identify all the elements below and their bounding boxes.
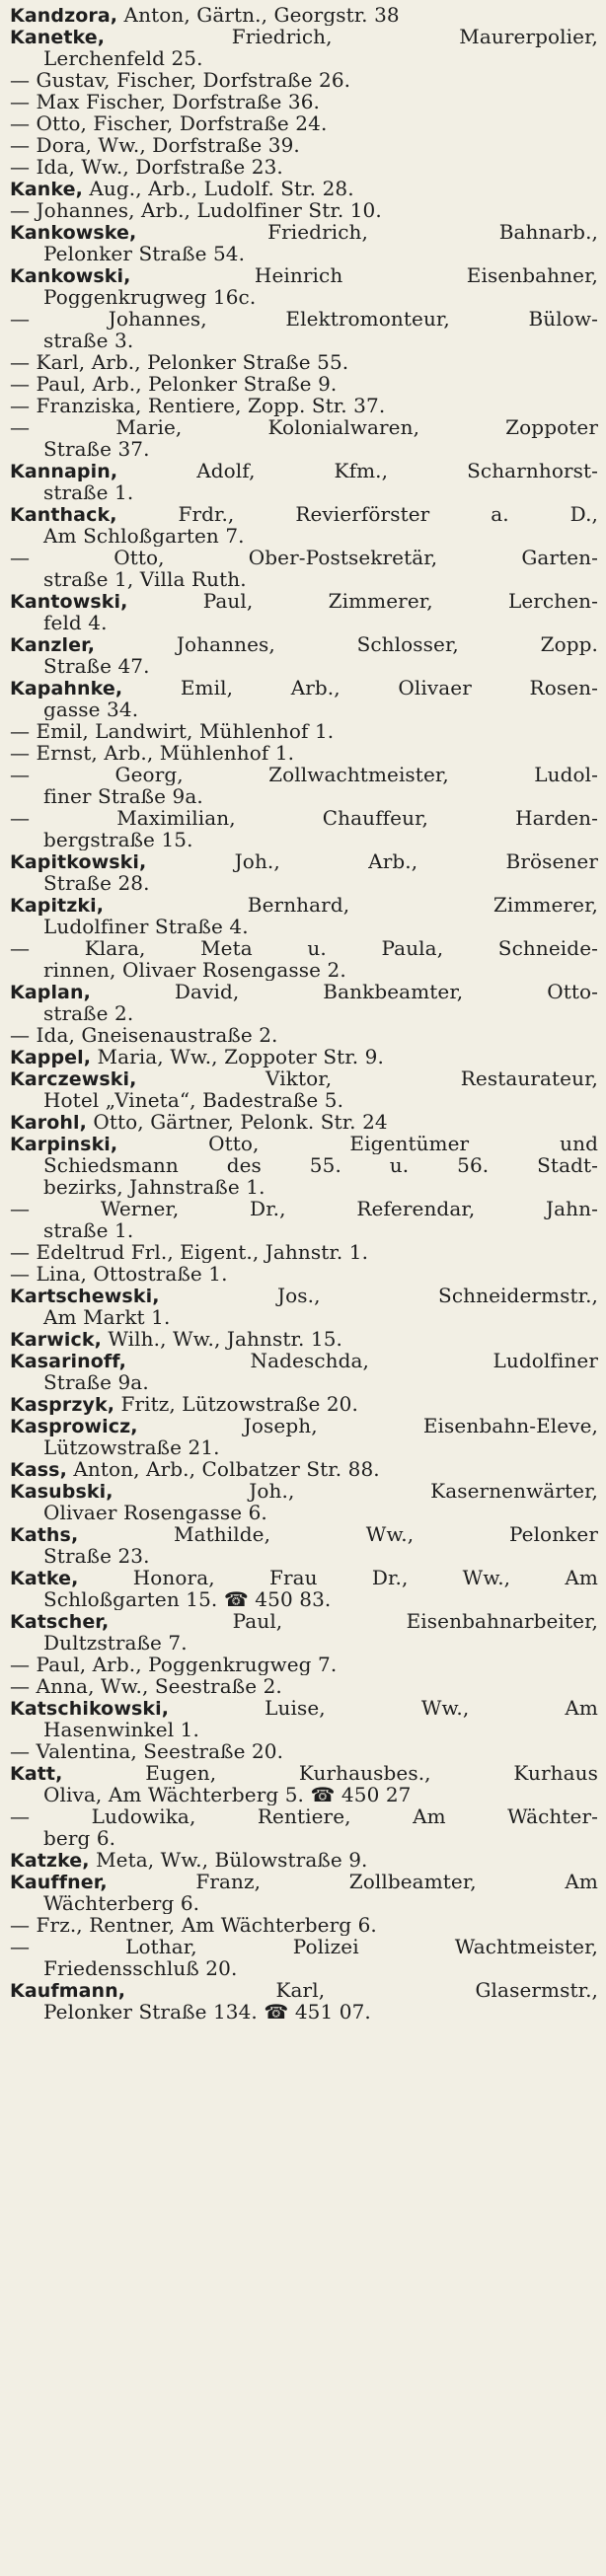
entry-details: — Emil, Landwirt, Mühlenhof 1. (10, 720, 335, 742)
entry-details: Otto, Gärtner, Pelonk. Str. 24 (86, 1111, 388, 1133)
entry-first-line (10, 1567, 598, 1588)
entry-details: — Paul, Arb., Pelonker Straße 9. (10, 373, 338, 395)
entry-details: — Johannes, Arb., Ludolfiner Str. 10. (10, 199, 382, 221)
entry-continuation-line: Am Schloßgarten 7. (43, 525, 245, 547)
entry-details: — Lina, Ottostraße 1. (10, 1263, 228, 1285)
entry-details: — Ida, Gneisenaustraße 2. (10, 1024, 278, 1046)
entry-details: Mathilde, Ww., Pelonker (78, 1523, 598, 1545)
entry-surname: Kandzora, (10, 5, 118, 26)
entry-continuation-line: Olivaer Rosengasse 6. (43, 1502, 267, 1523)
entry-first-line (10, 1871, 598, 1892)
directory-entry (10, 1458, 598, 1480)
directory-entry (10, 850, 598, 894)
entry-surname: Kaths, (10, 1524, 79, 1545)
directory-entry (10, 1979, 598, 2023)
entry-first-line (10, 1198, 598, 1219)
entry-continuation-line: Schiedsmann des 55. u. 56. Stadt- (43, 1154, 598, 1176)
entry-continuation-line: finer Straße 9a. (43, 785, 203, 807)
entry-details: Nadeschda, Ludolfiner (125, 1350, 598, 1371)
entry-details: Fritz, Lützowstraße 20. (114, 1393, 358, 1415)
entry-first-line (10, 742, 598, 764)
entry-continuation-line: Straße 9a. (43, 1371, 149, 1393)
entry-first-line (10, 1458, 598, 1480)
entry-first-line (10, 1393, 598, 1415)
entry-first-line (10, 633, 598, 655)
entry-details: Paul, Zimmerer, Lerchen- (127, 590, 598, 612)
directory-entry (10, 1241, 598, 1263)
directory-entry (10, 894, 598, 937)
entry-surname: Karohl, (10, 1112, 87, 1133)
directory-entry (10, 1610, 598, 1654)
entry-details: David, Bankbeamter, Otto- (90, 981, 598, 1002)
entry-surname: Kanke, (10, 179, 83, 199)
entry-first-line (10, 221, 598, 243)
directory-entry (10, 1263, 598, 1285)
entry-continuation-line: berg 6. (43, 1827, 116, 1849)
directory-entry (10, 1024, 598, 1046)
entry-details: Bernhard, Zimmerer, (104, 894, 598, 916)
directory-entry (10, 1849, 598, 1871)
entry-first-line (10, 1067, 598, 1089)
entry-first-line (10, 91, 598, 112)
entry-details: Otto, Eigentümer und (117, 1133, 598, 1154)
entry-surname: Karwick, (10, 1329, 102, 1350)
entry-continuation-line: bergstraße 15. (43, 829, 193, 850)
entry-details: Jos., Schneidermstr., (159, 1285, 598, 1306)
entry-first-line (10, 894, 598, 916)
entry-surname: Karczewski, (10, 1068, 137, 1089)
directory-entries (10, 4, 598, 2023)
entry-first-line (10, 590, 598, 612)
entry-details: Joh., Kasernenwärter, (113, 1480, 598, 1502)
entry-first-line (10, 1480, 598, 1502)
entry-first-line (10, 460, 598, 481)
entry-details: — Max Fischer, Dorfstraße 36. (10, 91, 321, 112)
directory-entry (10, 1111, 598, 1133)
entry-continuation-line: Lützowstraße 21. (43, 1436, 220, 1458)
entry-details: — Otto, Fischer, Dorfstraße 24. (10, 112, 328, 134)
directory-entry (10, 1350, 598, 1393)
directory-entry (10, 416, 598, 460)
entry-first-line (10, 4, 598, 26)
directory-entry (10, 1740, 598, 1762)
entry-surname: Kanetke, (10, 27, 106, 47)
directory-entry (10, 1067, 598, 1111)
directory-entry (10, 91, 598, 112)
entry-continuation-line: Am Markt 1. (43, 1306, 171, 1328)
entry-details: — Otto, Ober-Postsekretär, Garten- (10, 547, 598, 568)
directory-entry (10, 1675, 598, 1697)
entry-surname: Kappel, (10, 1047, 92, 1067)
directory-entry (10, 1285, 598, 1328)
directory-entry (10, 1805, 598, 1849)
entry-first-line (10, 850, 598, 872)
entry-continuation-line: Straße 47. (43, 655, 150, 677)
entry-continuation-line: Pelonker Straße 134. ☎ 451 07. (43, 2001, 371, 2023)
entry-first-line (10, 1523, 598, 1545)
directory-entry (10, 1198, 598, 1241)
entry-first-line (10, 807, 598, 829)
entry-surname: Kapitzki, (10, 895, 105, 916)
directory-entry (10, 221, 598, 264)
entry-first-line (10, 395, 598, 416)
entry-continuation-line: feld 4. (43, 612, 108, 633)
entry-first-line (10, 1610, 598, 1632)
directory-entry (10, 1567, 598, 1610)
entry-continuation-line: rinnen, Olivaer Rosengasse 2. (43, 959, 346, 981)
directory-entry (10, 1914, 598, 1936)
directory-entry (10, 503, 598, 547)
entry-details: Luise, Ww., Am (169, 1697, 598, 1719)
directory-entry (10, 69, 598, 91)
entry-first-line (10, 547, 598, 568)
entry-surname: Kaufmann, (10, 1980, 126, 2001)
entry-details: — Franziska, Rentiere, Zopp. Str. 37. (10, 395, 386, 416)
entry-first-line (10, 1328, 598, 1350)
entry-continuation-line: bezirks, Jahnstraße 1. (43, 1176, 265, 1198)
entry-first-line (10, 416, 598, 438)
entry-surname: Katke, (10, 1568, 79, 1588)
entry-details: — Klara, Meta u. Paula, Schneide- (10, 937, 598, 959)
entry-first-line (10, 1805, 598, 1827)
entry-surname: Kasarinoff, (10, 1351, 126, 1371)
directory-entry (10, 1133, 598, 1198)
entry-surname: Kannapin, (10, 461, 118, 481)
entry-details: Emil, Arb., Olivaer Rosen- (122, 677, 598, 699)
entry-first-line (10, 720, 598, 742)
entry-first-line (10, 1285, 598, 1306)
directory-entry (10, 460, 598, 503)
entry-details: Karl, Glasermstr., (125, 1979, 598, 2001)
entry-details: Viktor, Restaurateur, (136, 1067, 598, 1089)
entry-surname: Karpinski, (10, 1134, 118, 1154)
directory-entry (10, 264, 598, 308)
entry-first-line (10, 1849, 598, 1871)
directory-entry (10, 1936, 598, 1979)
entry-continuation-line: Oliva, Am Wächterberg 5. ☎ 450 27 (43, 1784, 412, 1805)
entry-surname: Kanthack, (10, 504, 117, 525)
entry-details: — Werner, Dr., Referendar, Jahn- (10, 1198, 598, 1219)
entry-details: Joh., Arb., Brösener (146, 850, 598, 872)
entry-first-line (10, 937, 598, 959)
entry-first-line (10, 1263, 598, 1285)
entry-details: Anton, Arb., Colbatzer Str. 88. (66, 1458, 380, 1480)
entry-continuation-line: Straße 37. (43, 438, 150, 460)
entry-first-line (10, 373, 598, 395)
entry-surname: Kasprzyk, (10, 1394, 115, 1415)
entry-continuation-line: Poggenkrugweg 16c. (43, 286, 257, 308)
entry-first-line (10, 677, 598, 699)
entry-surname: Katschikowski, (10, 1698, 170, 1719)
entry-surname: Kass, (10, 1459, 67, 1480)
entry-first-line (10, 1697, 598, 1719)
entry-first-line (10, 178, 598, 199)
entry-surname: Kartschewski, (10, 1286, 160, 1306)
entry-details: — Marie, Kolonialwaren, Zoppoter (10, 416, 598, 438)
directory-entry (10, 547, 598, 590)
directory-entry (10, 178, 598, 199)
entry-continuation-line: Hasenwinkel 1. (43, 1719, 199, 1740)
entry-first-line (10, 26, 598, 47)
entry-continuation-line: Pelonker Straße 54. (43, 243, 246, 264)
entry-continuation-line: straße 1, Villa Ruth. (43, 568, 247, 590)
directory-entry (10, 351, 598, 373)
entry-first-line (10, 1111, 598, 1133)
entry-continuation-line: Friedensschluß 20. (43, 1957, 238, 1979)
directory-entry (10, 1871, 598, 1914)
entry-first-line (10, 1350, 598, 1371)
entry-first-line (10, 351, 598, 373)
entry-details: — Ida, Ww., Dorfstraße 23. (10, 156, 283, 178)
entry-continuation-line: Ludolfiner Straße 4. (43, 916, 249, 937)
directory-entry (10, 807, 598, 850)
entry-surname: Katt, (10, 1763, 63, 1784)
directory-entry (10, 1393, 598, 1415)
directory-entry (10, 981, 598, 1024)
entry-first-line (10, 112, 598, 134)
entry-first-line (10, 199, 598, 221)
entry-first-line (10, 264, 598, 286)
entry-surname: Kankowski, (10, 265, 131, 286)
entry-details: Eugen, Kurhausbes., Kurhaus (62, 1762, 598, 1784)
directory-entry (10, 590, 598, 633)
entry-details: — Frz., Rentner, Am Wächterberg 6. (10, 1914, 377, 1936)
entry-surname: Kasprowicz, (10, 1416, 138, 1436)
entry-surname: Kapahnke, (10, 678, 123, 699)
directory-entry (10, 1523, 598, 1567)
entry-details: — Gustav, Fischer, Dorfstraße 26. (10, 69, 351, 91)
entry-details: — Paul, Arb., Poggenkrugweg 7. (10, 1654, 338, 1675)
directory-entry (10, 134, 598, 156)
entry-details: Frdr., Revierförster a. D., (116, 503, 598, 525)
entry-details: Paul, Eisenbahnarbeiter, (109, 1610, 598, 1632)
entry-surname: Kankowske, (10, 222, 137, 243)
entry-first-line (10, 69, 598, 91)
entry-details: — Johannes, Elektromonteur, Bülow- (10, 308, 598, 330)
entry-surname: Kapitkowski, (10, 851, 147, 872)
entry-continuation-line: Lerchenfeld 25. (43, 47, 203, 69)
entry-first-line (10, 1936, 598, 1957)
entry-details: — Ernst, Arb., Mühlenhof 1. (10, 742, 295, 764)
entry-first-line (10, 503, 598, 525)
entry-continuation-line: Dultzstraße 7. (43, 1632, 188, 1654)
entry-continuation-line: straße 3. (43, 330, 134, 351)
entry-details: — Edeltrud Frl., Eigent., Jahnstr. 1. (10, 1241, 369, 1263)
entry-first-line (10, 764, 598, 785)
entry-continuation-line: Straße 23. (43, 1545, 150, 1567)
entry-surname: Kauffner, (10, 1872, 108, 1892)
directory-entry (10, 742, 598, 764)
entry-details: — Karl, Arb., Pelonker Straße 55. (10, 351, 349, 373)
entry-details: — Maximilian, Chauffeur, Harden- (10, 807, 598, 829)
entry-details: Adolf, Kfm., Scharnhorst- (117, 460, 598, 481)
entry-first-line (10, 1046, 598, 1067)
entry-surname: Kaplan, (10, 982, 91, 1002)
entry-continuation-line: straße 1. (43, 1219, 134, 1241)
entry-first-line (10, 308, 598, 330)
entry-continuation-line: Schloßgarten 15. ☎ 450 83. (43, 1588, 332, 1610)
entry-first-line (10, 1675, 598, 1697)
entry-details: Wilh., Ww., Jahnstr. 15. (101, 1328, 342, 1350)
entry-continuation-line: Straße 28. (43, 872, 150, 894)
entry-details: Meta, Ww., Bülowstraße 9. (89, 1849, 368, 1871)
entry-first-line (10, 1133, 598, 1154)
entry-first-line (10, 1415, 598, 1436)
entry-surname: Kasubski, (10, 1481, 114, 1502)
entry-details: Joseph, Eisenbahn-Eleve, (137, 1415, 598, 1436)
entry-details: Johannes, Schlosser, Zopp. (95, 633, 598, 655)
entry-details: — Anna, Ww., Seestraße 2. (10, 1675, 282, 1697)
directory-entry (10, 26, 598, 69)
directory-entry (10, 395, 598, 416)
directory-entry (10, 373, 598, 395)
directory-entry (10, 156, 598, 178)
entry-surname: Katzke, (10, 1850, 90, 1871)
entry-first-line (10, 156, 598, 178)
entry-continuation-line: Wächterberg 6. (43, 1892, 200, 1914)
directory-entry (10, 937, 598, 981)
directory-entry (10, 1415, 598, 1458)
directory-entry (10, 677, 598, 720)
entry-details: — Lothar, Polizei Wachtmeister, (10, 1936, 598, 1957)
directory-entry (10, 633, 598, 677)
directory-entry (10, 112, 598, 134)
entry-details: — Georg, Zollwachtmeister, Ludol- (10, 764, 598, 785)
entry-first-line (10, 1024, 598, 1046)
directory-entry (10, 764, 598, 807)
directory-entry (10, 199, 598, 221)
entry-surname: Kanzler, (10, 634, 96, 655)
directory-entry (10, 1046, 598, 1067)
entry-first-line (10, 1241, 598, 1263)
entry-first-line (10, 134, 598, 156)
entry-surname: Kantowski, (10, 591, 128, 612)
entry-details: Heinrich Eisenbahner, (130, 264, 598, 286)
entry-details: Honora, Frau Dr., Ww., Am (78, 1567, 598, 1588)
entry-first-line (10, 1979, 598, 2001)
directory-entry (10, 1654, 598, 1675)
entry-details: Aug., Arb., Ludolf. Str. 28. (82, 178, 354, 199)
directory-entry (10, 1480, 598, 1523)
directory-entry (10, 4, 598, 26)
entry-first-line (10, 1654, 598, 1675)
entry-details: Anton, Gärtn., Georgstr. 38 (117, 4, 400, 26)
entry-continuation-line: straße 2. (43, 1002, 134, 1024)
entry-details: Friedrich, Maurerpolier, (105, 26, 598, 47)
entry-continuation-line: straße 1. (43, 481, 134, 503)
directory-entry (10, 720, 598, 742)
entry-first-line (10, 1762, 598, 1784)
entry-details: Franz, Zollbeamter, Am (107, 1871, 598, 1892)
directory-entry (10, 308, 598, 351)
entry-continuation-line: gasse 34. (43, 699, 139, 720)
entry-continuation-line: Hotel „Vineta“, Badestraße 5. (43, 1089, 344, 1111)
directory-entry (10, 1762, 598, 1805)
entry-first-line (10, 1914, 598, 1936)
entry-details: — Valentina, Seestraße 20. (10, 1740, 284, 1762)
entry-first-line (10, 981, 598, 1002)
entry-details: Maria, Ww., Zoppoter Str. 9. (91, 1046, 384, 1067)
directory-entry (10, 1697, 598, 1740)
entry-details: — Ludowika, Rentiere, Am Wächter- (10, 1805, 598, 1827)
entry-details: Friedrich, Bahnarb., (136, 221, 598, 243)
entry-surname: Katscher, (10, 1611, 110, 1632)
directory-entry (10, 1328, 598, 1350)
entry-details: — Dora, Ww., Dorfstraße 39. (10, 134, 300, 156)
entry-first-line (10, 1740, 598, 1762)
